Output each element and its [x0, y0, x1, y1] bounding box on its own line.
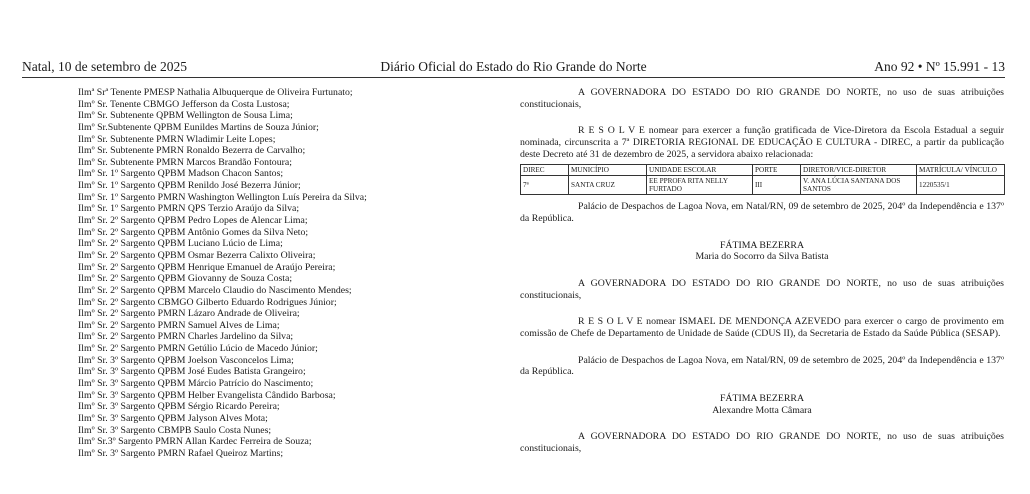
decree-intro-3: A GOVERNADORA DO ESTADO DO RIO GRANDE DO NORTE, no uso de suas atribuições constitucionais,	[520, 431, 1004, 454]
table-row	[521, 176, 1005, 195]
table-header-cell: MUNICÍPIO	[569, 165, 647, 176]
list-item: Ilmº Sr. Subtenente PMRN Ronaldo Bezerra de Carvalho;	[78, 145, 306, 157]
table-header-cell: MATRÍCULA/ VÍNCULO	[917, 165, 1005, 176]
table-header-cell: DIRETOR/VICE-DIRETOR	[801, 165, 917, 176]
list-item: Ilmº Sr. 3º Sargento QPBM Joelson Vasconcelos Lima;	[78, 354, 294, 366]
list-item: Ilmº Sr. 2º Sargento QPBM Antônio Gomes da Silva Neto;	[78, 226, 309, 238]
table-cell: V. ANA LÚCIA SANTANA DOS SANTOS	[801, 176, 917, 195]
list-item: Ilmº Sr.Subtenente QPBM Eunildes Martins de Souza Júnior;	[78, 121, 319, 133]
list-item: Ilmº Sr. Subtenente PMRN Wladimir Leite Lopes;	[78, 133, 276, 145]
signature-subtitle-2: Alexandre Motta Câmara	[712, 404, 812, 416]
page-header	[22, 59, 1005, 75]
list-item: Ilmº Sr. 3º Sargento QPBM José Eudes Batista Grangeiro;	[78, 366, 306, 378]
list-item: Ilmº Sr. 2º Sargento QPBM Pedro Lopes de Alencar Lima;	[78, 215, 308, 227]
decree-palacio-2: Palácio de Despachos de Lagoa Nova, em Natal/RN, 09 de setembro de 2025, 204º da Independência e 137º da República.	[520, 354, 1004, 378]
table-cell: 1220535/1	[917, 176, 1005, 195]
appointment-table	[520, 164, 1005, 195]
list-item: Ilmº Sr. 3º Sargento QPBM Helber Evangelista Cândido Barbosa;	[78, 389, 336, 401]
header-rule	[22, 77, 1005, 78]
list-item: Ilmº Sr. 2º Sargento PMRN Samuel Alves de Lima;	[78, 319, 280, 331]
list-item: Ilmº Sr. Tenente CBMGO Jefferson da Costa Lustosa;	[78, 98, 290, 110]
list-item: Ilmº Sr. 2º Sargento QPBM Henrique Emanuel de Araújo Pereira;	[78, 261, 336, 273]
list-item: Ilmº Sr. 2º Sargento PMRN Lázaro Andrade de Oliveira;	[78, 308, 300, 320]
list-item: Ilmº Sr. 2º Sargento QPBM Osmar Bezerra Calixto Oliveira;	[78, 249, 316, 261]
list-item: Ilmº Sr. 1º Sargento PMRN QPS Terzio Araújo da Silva;	[78, 203, 300, 215]
signature-name-2: FÁTIMA BEZERRA	[719, 392, 805, 404]
list-item: Ilmº Sr. Subtenente PMRN Marcos Brandão Fontoura;	[78, 156, 292, 168]
list-item: Ilmº Sr.3º Sargento PMRN Allan Kardec Ferreira de Souza;	[78, 436, 312, 448]
list-item: Ilmº Sr. 2º Sargento PMRN Getúlio Lúcio de Macedo Júnior;	[78, 343, 318, 355]
table-cell: 7ª	[521, 176, 569, 195]
list-item: Ilmº Sr. 2º Sargento QPBM Giovanny de Souza Costa;	[78, 273, 293, 285]
list-item: Ilmº Sr. 2º Sargento QPBM Marcelo Claudio do Nascimento Mendes;	[78, 284, 352, 296]
list-item: Ilmº Sr. 3º Sargento QPBM Sérgio Ricardo Pereira;	[78, 401, 280, 413]
signature-name-1: FÁTIMA BEZERRA	[719, 239, 805, 251]
decree-resolve-1: R E S O L V E nomear para exercer a função gratificada de Vice-Diretora da Escola Estadual a seguir nominada, circunscrita a 7ª DIRETORIA REGIONAL DE EDUCAÇÃO E CULTURA - DIREC, a partir da publicação deste Decreto até 31 de dezembro de 2025, a servidora abaixo relacionada:	[520, 125, 1004, 160]
honoree-list	[78, 87, 498, 460]
decree-intro-2: A GOVERNADORA DO ESTADO DO RIO GRANDE DO NORTE, no uso de suas atribuições constitucionais,	[520, 277, 1004, 301]
decree-intro-1: A GOVERNADORA DO ESTADO DO RIO GRANDE DO NORTE, no uso de suas atribuições constitucionais,	[520, 87, 1004, 110]
list-item: Ilmº Sr. 1º Sargento PMRN Washington Wellington Luís Pereira da Silva;	[78, 191, 367, 203]
list-item: Ilmª Srª Tenente PMESP Nathalia Albuquerque de Oliveira Furtunato;	[78, 87, 353, 98]
decree-resolve-2: R E S O L V E nomear ISMAEL DE MENDONÇA AZEVEDO para exercer o cargo de provimento em comissão de Chefe de Departamento de Unidade de Saúde (CDUS II), da Secretaria de Estado da Saúde Pública (SESAP).	[520, 316, 1004, 339]
list-item: Ilmº Sr. 1º Sargento QPBM Madson Chacon Santos;	[78, 168, 284, 180]
table-header-cell: UNIDADE ESCOLAR	[647, 165, 753, 176]
table-cell: EE PPROFA RITA NELLY FURTADO	[647, 176, 753, 195]
table-cell: SANTA CRUZ	[569, 176, 647, 195]
table-header-row	[521, 165, 1005, 176]
list-item: Ilmº Sr. 2º Sargento CBMGO Gilberto Eduardo Rodrigues Júnior;	[78, 296, 337, 308]
list-item: Ilmº Sr. Subtenente QPBM Wellington de Sousa Lima;	[78, 110, 293, 122]
header-date: Natal, 10 de setembro de 2025	[22, 59, 187, 74]
table-header-cell: DIREC	[521, 165, 569, 176]
header-publication-title: Diário Oficial do Estado do Rio Grande do Norte	[380, 59, 647, 74]
list-item: Ilmº Sr. 3º Sargento QPBM Márcio Patrício do Nascimento;	[78, 378, 314, 390]
list-item: Ilmº Sr. 2º Sargento QPBM Luciano Lúcio de Lima;	[78, 238, 283, 250]
signature-subtitle-1: Maria do Socorro da Silva Batista	[695, 251, 829, 263]
header-edition: Ano 92 • Nº 15.991 - 13	[874, 59, 1005, 74]
decrees-column	[520, 87, 1004, 454]
list-item: Ilmº Sr. 3º Sargento PMRN Rafael Queiroz Martins;	[78, 447, 284, 459]
list-item: Ilmº Sr. 3º Sargento QPBM Jalyson Alves Mota;	[78, 412, 268, 424]
list-item: Ilmº Sr. 1º Sargento QPBM Renildo José Bezerra Júnior;	[78, 180, 301, 192]
table-header-cell: PORTE	[753, 165, 801, 176]
list-item: Ilmº Sr. 3º Sargento CBMPB Saulo Costa Nunes;	[78, 424, 272, 436]
table-cell: III	[753, 176, 801, 195]
decree-palacio-1: Palácio de Despachos de Lagoa Nova, em Natal/RN, 09 de setembro de 2025, 204º da Independência e 137º da República.	[520, 201, 1004, 224]
list-item: Ilmº Sr. 2º Sargento PMRN Charles Jardelino da Silva;	[78, 331, 294, 343]
